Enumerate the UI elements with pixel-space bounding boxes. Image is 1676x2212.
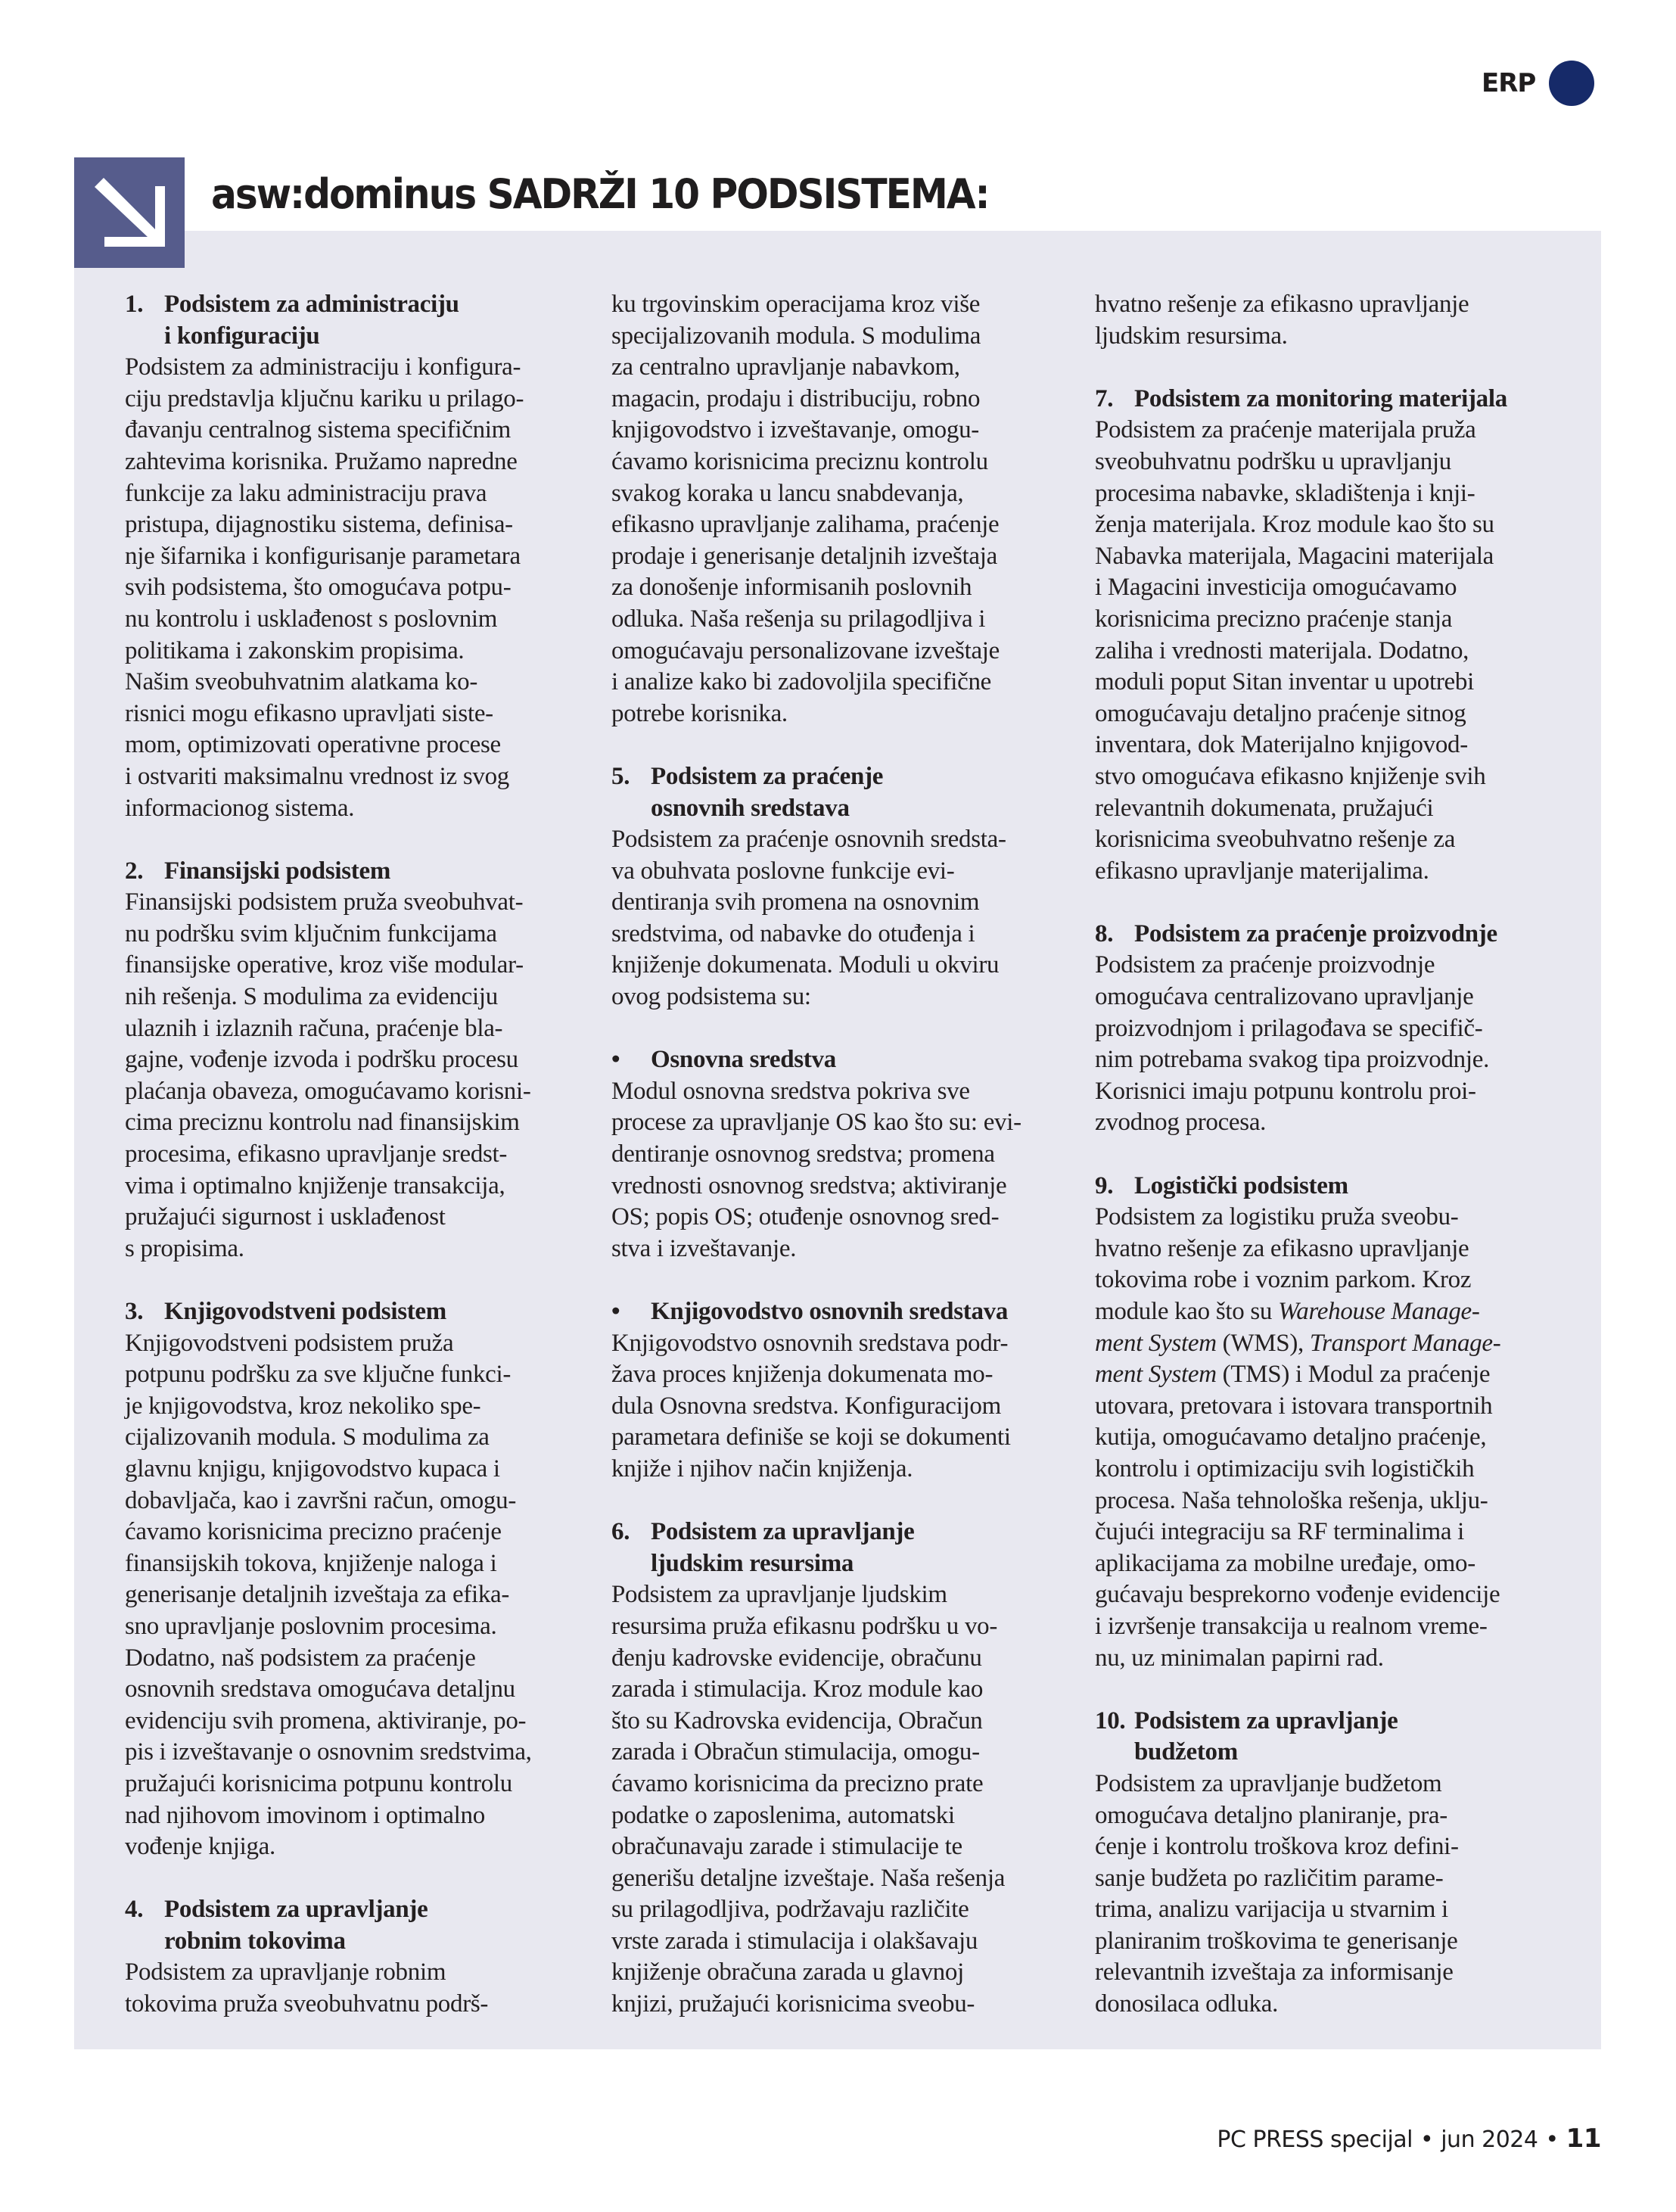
text-column-2 xyxy=(611,289,1065,2021)
section-heading xyxy=(125,1894,579,1926)
section-heading xyxy=(611,1517,1065,1548)
italic-term: ment System xyxy=(1095,1329,1217,1357)
body-line: pružajući sigurnost i usklađenost xyxy=(125,1203,446,1231)
body-line: trima, analizu varijacija u stvarnim i xyxy=(1095,1896,1448,1924)
body-line: knjizi, pružajući korisnicima sveobu- xyxy=(611,1990,975,2018)
body-line: i ostvariti maksimalnu vrednost iz svog xyxy=(125,762,509,790)
body-line: pružajući korisnicima potpunu kontrolu xyxy=(125,1769,512,1797)
body-line: utovara, pretovara i istovara transportnih xyxy=(1095,1392,1493,1420)
body-line: cijalizovanih modula. S modulima za xyxy=(125,1423,490,1451)
body-line: odluka. Naša rešenja su prilagodljiva i xyxy=(611,605,986,633)
body-line: kontrolu i optimizaciju svih logističkih xyxy=(1095,1454,1475,1482)
body-line: ženja materijala. Kroz module kao što su xyxy=(1095,511,1494,539)
body-line: pristupa, dijagnostiku sistema, definisa- xyxy=(125,511,513,539)
text-column-3 xyxy=(1095,289,1579,2021)
body-line: čujući integraciju sa RF terminalima i xyxy=(1095,1518,1465,1546)
text-run: (WMS), xyxy=(1216,1329,1310,1357)
body-line: Korisnici imaju potpunu kontrolu proi- xyxy=(1095,1077,1476,1105)
footer-separator: • xyxy=(1420,2126,1434,2153)
section-number: 10. xyxy=(1095,1706,1126,1734)
body-line: procese za upravljanje OS kao što su: evi- xyxy=(611,1109,1021,1137)
body-line: moduli poput Sitan inventar u upotrebi xyxy=(1095,668,1474,696)
body-line: žava proces knjiženja dokumenata mo- xyxy=(611,1361,993,1389)
body-line: i Magacini investicija omogućavamo xyxy=(1095,574,1457,602)
body-line: ćavamo korisnicima da precizno prate xyxy=(611,1769,984,1797)
body-line: Knjigovodstveni podsistem pruža xyxy=(125,1329,454,1357)
body-line: i analize kako bi zadovoljila specifične xyxy=(611,668,992,696)
body-line: osnovnih sredstava omogućava detaljnu xyxy=(125,1675,515,1703)
body-line: đavanju centralnog sistema specifičnim xyxy=(125,416,512,444)
body-line: korisnicima sveobuhvatno rešenje za xyxy=(1095,826,1456,854)
body-line: parametara definiše se koji se dokumenti xyxy=(611,1423,1011,1451)
body-line: nu, uz minimalan papirni rad. xyxy=(1095,1644,1384,1672)
heading-text: Finansijski podsistem xyxy=(164,857,391,885)
body-line: omogućavaju personalizovane izveštaje xyxy=(611,636,1000,664)
module-heading xyxy=(611,1044,1065,1076)
body-line: zaliha i vrednosti materijala. Dodatno, xyxy=(1095,636,1469,664)
text-run: module kao što su xyxy=(1095,1298,1279,1325)
body-line: gućavaju besprekorno vođenje evidencije xyxy=(1095,1581,1500,1609)
body-line: informacionog sistema. xyxy=(125,794,355,822)
body-line: potpunu podršku za sve ključne funkci- xyxy=(125,1361,512,1389)
section-number: 6. xyxy=(611,1518,630,1546)
body-line: prodaje i generisanje detaljnih izveštaja xyxy=(611,542,997,570)
body-line: knjiže i njihov način knjiženja. xyxy=(611,1454,913,1482)
heading-text: Logistički podsistem xyxy=(1134,1171,1348,1199)
bullet-icon: • xyxy=(611,1046,620,1074)
section-heading xyxy=(125,1296,579,1328)
heading-text: Podsistem za upravljanje xyxy=(164,1896,428,1924)
body-line: zarada i Obračun stimulacija, omogu- xyxy=(611,1738,980,1766)
heading-text: Podsistem za praćenje proizvodnje xyxy=(1134,919,1497,947)
body-line: sanje budžeta po različitim parame- xyxy=(1095,1864,1444,1892)
section-tag-label: ERP xyxy=(1482,68,1536,98)
body-line: ćavamo korisnicima preciznu kontrolu xyxy=(611,447,988,475)
page-number: 11 xyxy=(1566,2123,1601,2154)
body-line: donosilaca odluka. xyxy=(1095,1990,1279,2018)
arrow-down-right-icon xyxy=(74,157,185,268)
body-line: efikasno upravljanje materijalima. xyxy=(1095,857,1429,885)
body-line: stva i izveštavanje. xyxy=(611,1234,797,1262)
footer-separator: • xyxy=(1545,2126,1559,2153)
paragraph-gap xyxy=(611,1486,1065,1517)
body-line: proizvodnjom i prilagođava se specifič- xyxy=(1095,1014,1483,1042)
body-line: nje šifarnika i konfigurisanje parametara xyxy=(125,542,521,570)
paragraph-gap xyxy=(125,1863,579,1895)
section-heading-continuation: ljudskim resursima xyxy=(651,1549,854,1577)
heading-text: Osnovna sredstva xyxy=(651,1046,836,1074)
body-line: Knjigovodstvo osnovnih sredstava podr- xyxy=(611,1329,1009,1357)
body-line: potrebe korisnika. xyxy=(611,699,788,727)
section-number: 2. xyxy=(125,857,144,885)
section-heading xyxy=(1095,384,1579,415)
body-line: gajne, vođenje izvoda i podršku procesu xyxy=(125,1046,518,1074)
body-line: efikasno upravljanje zalihama, praćenje xyxy=(611,511,1000,539)
bullet-icon: • xyxy=(611,1298,620,1325)
section-number: 7. xyxy=(1095,384,1114,412)
body-line: Dodatno, naš podsistem za praćenje xyxy=(125,1644,476,1672)
section-number: 9. xyxy=(1095,1171,1114,1199)
body-line: magacin, prodaju i distribuciju, robno xyxy=(611,384,981,412)
body-line: ćenje i kontrolu troškova kroz defini- xyxy=(1095,1833,1459,1861)
body-line: Podsistem za upravljanje robnim xyxy=(125,1958,446,1986)
body-line: mom, optimizovati operativne procese xyxy=(125,731,501,759)
body-line: korisnicima precizno praćenje stanja xyxy=(1095,605,1453,633)
body-line: plaćanja obaveza, omogućavamo korisni- xyxy=(125,1077,531,1105)
body-line: aplikacijama za mobilne uređaje, omo- xyxy=(1095,1549,1475,1577)
paragraph-gap xyxy=(611,1265,1065,1296)
section-number: 3. xyxy=(125,1298,144,1325)
body-line: zahtevima korisnika. Pružamo napredne xyxy=(125,447,518,475)
section-heading-continuation: osnovnih sredstava xyxy=(651,794,850,822)
body-line xyxy=(1095,1328,1579,1360)
body-line: su prilagodljiva, podržavaju različite xyxy=(611,1896,969,1924)
body-line: va obuhvata poslovne funkcije evi- xyxy=(611,857,955,885)
body-line: Finansijski podsistem pruža sveobuhvat- xyxy=(125,888,524,916)
body-line: Podsistem za praćenje osnovnih sredsta- xyxy=(611,826,1006,854)
body-line: knjigovodstvo i izveštavanje, omogu- xyxy=(611,416,979,444)
body-line: glavnu knjigu, knjigovodstvo kupaca i xyxy=(125,1454,500,1482)
body-line: dentiranja svih promena na osnovnim xyxy=(611,888,980,916)
body-line: je knjigovodstva, kroz nekoliko spe- xyxy=(125,1392,481,1420)
arrow-down-right-glyph xyxy=(74,157,185,268)
body-line: evidenciju svih promena, aktiviranje, po- xyxy=(125,1706,527,1734)
body-line: politikama i zakonskim propisima. xyxy=(125,636,465,664)
body-line: ku trgovinskim operacijama kroz više xyxy=(611,291,981,318)
body-line: omogućava centralizovano upravljanje xyxy=(1095,983,1474,1011)
page-footer xyxy=(1188,2123,1601,2154)
section-heading xyxy=(1095,1706,1579,1738)
body-line: Podsistem za logistiku pruža sveobu- xyxy=(1095,1203,1459,1231)
body-line: sredstvima, od nabavke do otuđenja i xyxy=(611,919,975,947)
body-line: vrste zarada i stimulacija i olakšavaju xyxy=(611,1927,978,1955)
body-line: dobavljača, kao i završni račun, omogu- xyxy=(125,1486,517,1514)
body-line: vima i optimalno knjiženje transakcija, xyxy=(125,1171,505,1199)
body-line: planiranim troškovima te generisanje xyxy=(1095,1927,1458,1955)
heading-text: Podsistem za upravljanje xyxy=(1134,1706,1398,1734)
heading-text: Podsistem za upravljanje xyxy=(651,1518,915,1546)
section-heading xyxy=(1095,1171,1579,1202)
body-line: stvo omogućava efikasno knjiženje svih xyxy=(1095,762,1486,790)
body-line xyxy=(1095,1359,1579,1391)
body-line: omogućava detaljno planiranje, pra- xyxy=(1095,1801,1447,1829)
paragraph-gap xyxy=(1095,887,1579,919)
section-number: 8. xyxy=(1095,919,1114,947)
heading-text: Podsistem za monitoring materijala xyxy=(1134,384,1507,412)
body-line: risnici mogu efikasno upravljati siste- xyxy=(125,699,493,727)
body-line: za centralno upravljanje nabavkom, xyxy=(611,353,960,381)
body-line: Podsistem za praćenje materijala pruža xyxy=(1095,416,1476,444)
body-line: svakog koraka u lancu snabdevanja, xyxy=(611,479,964,507)
paragraph-gap xyxy=(611,730,1065,761)
body-line: vođenje knjiga. xyxy=(125,1833,275,1861)
body-line: procesima nabavke, skladištenja i knji- xyxy=(1095,479,1475,507)
body-line: procesa. Naša tehnološka rešenja, uklju- xyxy=(1095,1486,1488,1514)
section-tag xyxy=(1482,64,1594,103)
body-line: kutija, omogućavamo detaljno praćenje, xyxy=(1095,1423,1487,1451)
body-line: i izvršenje transakcija u realnom vreme- xyxy=(1095,1612,1488,1640)
section-number: 4. xyxy=(125,1896,144,1924)
body-line: što su Kadrovska evidencija, Obračun xyxy=(611,1706,983,1734)
body-line: nad njihovom imovinom i optimalno xyxy=(125,1801,485,1829)
body-line: relevantnih dokumenata, pružajući xyxy=(1095,794,1434,822)
body-line: nu podršku svim ključnim funkcijama xyxy=(125,919,497,947)
body-line: Nabavka materijala, Magacini materijala xyxy=(1095,542,1494,570)
body-line: pis i izveštavanje o osnovnim sredstvima, xyxy=(125,1738,532,1766)
heading-text: Knjigovodstvo osnovnih sredstava xyxy=(651,1298,1009,1325)
body-line: za donošenje informisanih poslovnih xyxy=(611,574,972,602)
body-line: Podsistem za upravljanje budžetom xyxy=(1095,1769,1442,1797)
body-line: sveobuhvatnu podršku u upravljanju xyxy=(1095,447,1451,475)
body-line: nim potrebama svakog tipa proizvodnje. xyxy=(1095,1046,1490,1074)
body-line: sno upravljanje poslovnim procesima. xyxy=(125,1612,497,1640)
body-line: procesima, efikasno upravljanje sredst- xyxy=(125,1140,508,1168)
body-line: ljudskim resursima. xyxy=(1095,322,1288,350)
body-line: Našim sveobuhvatnim alatkama ko- xyxy=(125,668,478,696)
section-number: 5. xyxy=(611,762,630,790)
heading-text: Knjigovodstveni podsistem xyxy=(164,1298,446,1325)
paragraph-gap xyxy=(125,824,579,856)
body-line: finansijske operative, kroz više modular- xyxy=(125,951,524,979)
body-line: vrednosti osnovnog sredstva; aktiviranje xyxy=(611,1171,1007,1199)
heading-text: Podsistem za praćenje xyxy=(651,762,884,790)
body-line: ciju predstavlja ključnu kariku u prilago- xyxy=(125,384,524,412)
section-heading xyxy=(125,856,579,888)
paragraph-gap xyxy=(1095,1674,1579,1706)
section-heading-continuation: robnim tokovima xyxy=(164,1927,346,1955)
body-line: zvodnog procesa. xyxy=(1095,1109,1267,1137)
body-line: podatke o zaposlenima, automatski xyxy=(611,1801,955,1829)
body-line: đenju kadrovske evidencije, obračunu xyxy=(611,1644,982,1672)
module-heading xyxy=(611,1296,1065,1328)
body-line: hvatno rešenje za efikasno upravljanje xyxy=(1095,1234,1469,1262)
text-run: (TMS) i Modul za praćenje xyxy=(1216,1361,1491,1389)
italic-term: Warehouse Manage- xyxy=(1278,1298,1480,1325)
body-line: ovog podsistema su: xyxy=(611,983,811,1011)
body-line: Podsistem za administraciju i konfigura- xyxy=(125,353,521,381)
section-dot-icon xyxy=(1549,61,1594,106)
body-line: obračunavaju zarade i stimulacije te xyxy=(611,1833,962,1861)
body-line: tokovima pruža sveobuhvatnu podrš- xyxy=(125,1990,489,2018)
paragraph-gap xyxy=(125,1265,579,1296)
italic-term: Transport Manage- xyxy=(1309,1329,1501,1357)
body-line: finansijskih tokova, knjiženje naloga i xyxy=(125,1549,497,1577)
body-line: knjiženje dokumenata. Moduli u okviru xyxy=(611,951,1000,979)
italic-term: ment System xyxy=(1095,1361,1217,1389)
body-line: tokovima robe i voznim parkom. Kroz xyxy=(1095,1266,1472,1294)
body-line: resursima pruža efikasnu podršku u vo- xyxy=(611,1612,998,1640)
body-line: generisanje detaljnih izveštaja za efika- xyxy=(125,1581,510,1609)
body-line: nih rešenja. S modulima za evidenciju xyxy=(125,983,498,1011)
body-line: inventara, dok Materijalno knjigovod- xyxy=(1095,731,1468,759)
body-line: dentiranje osnovnog sredstva; promena xyxy=(611,1140,995,1168)
body-line: Podsistem za praćenje proizvodnje xyxy=(1095,951,1435,979)
paragraph-gap xyxy=(1095,352,1579,384)
body-line: generišu detaljne izveštaje. Naša rešenja xyxy=(611,1864,1006,1892)
body-line: funkcije za laku administraciju prava xyxy=(125,479,487,507)
body-line: ćavamo korisnicima precizno praćenje xyxy=(125,1518,502,1546)
section-number: 1. xyxy=(125,291,144,318)
footer-publication: PC PRESS specijal xyxy=(1217,2126,1413,2153)
section-heading xyxy=(125,289,579,321)
section-heading xyxy=(611,761,1065,793)
body-line: nu kontrolu i usklađenost s poslovnim xyxy=(125,605,498,633)
page-title: asw:dominus SADRŽI 10 PODSISTEMA: xyxy=(211,170,989,218)
body-line: cima preciznu kontrolu nad finansijskim xyxy=(125,1109,520,1137)
body-line: Podsistem za upravljanje ljudskim xyxy=(611,1581,947,1609)
section-heading-continuation: budžetom xyxy=(1134,1738,1238,1766)
body-line: hvatno rešenje za efikasno upravljanje xyxy=(1095,291,1469,318)
body-line: Modul osnovna sredstva pokriva sve xyxy=(611,1077,970,1105)
body-line: s propisima. xyxy=(125,1234,244,1262)
body-line: ulaznih i izlaznih računa, praćenje bla- xyxy=(125,1014,503,1042)
text-column-1 xyxy=(125,289,579,2021)
paragraph-gap xyxy=(611,1013,1065,1045)
body-line: zarada i stimulacija. Kroz module kao xyxy=(611,1675,984,1703)
paragraph-gap xyxy=(1095,1139,1579,1171)
body-line: OS; popis OS; otuđenje osnovnog sred- xyxy=(611,1203,1000,1231)
body-line xyxy=(1095,1296,1579,1328)
heading-text: Podsistem za administraciju xyxy=(164,291,459,318)
section-heading-continuation: i konfiguraciju xyxy=(164,322,320,350)
body-line: relevantnih izveštaja za informisanje xyxy=(1095,1958,1454,1986)
body-line: svih podsistema, što omogućava potpu- xyxy=(125,574,512,602)
section-heading xyxy=(1095,919,1579,950)
body-line: dula Osnovna sredstva. Konfiguracijom xyxy=(611,1392,1001,1420)
body-line: specijalizovanih modula. S modulima xyxy=(611,322,981,350)
body-line: knjiženje obračuna zarada u glavnoj xyxy=(611,1958,964,1986)
footer-issue: jun 2024 xyxy=(1441,2126,1538,2153)
body-line: omogućavaju detaljno praćenje sitnog xyxy=(1095,699,1466,727)
